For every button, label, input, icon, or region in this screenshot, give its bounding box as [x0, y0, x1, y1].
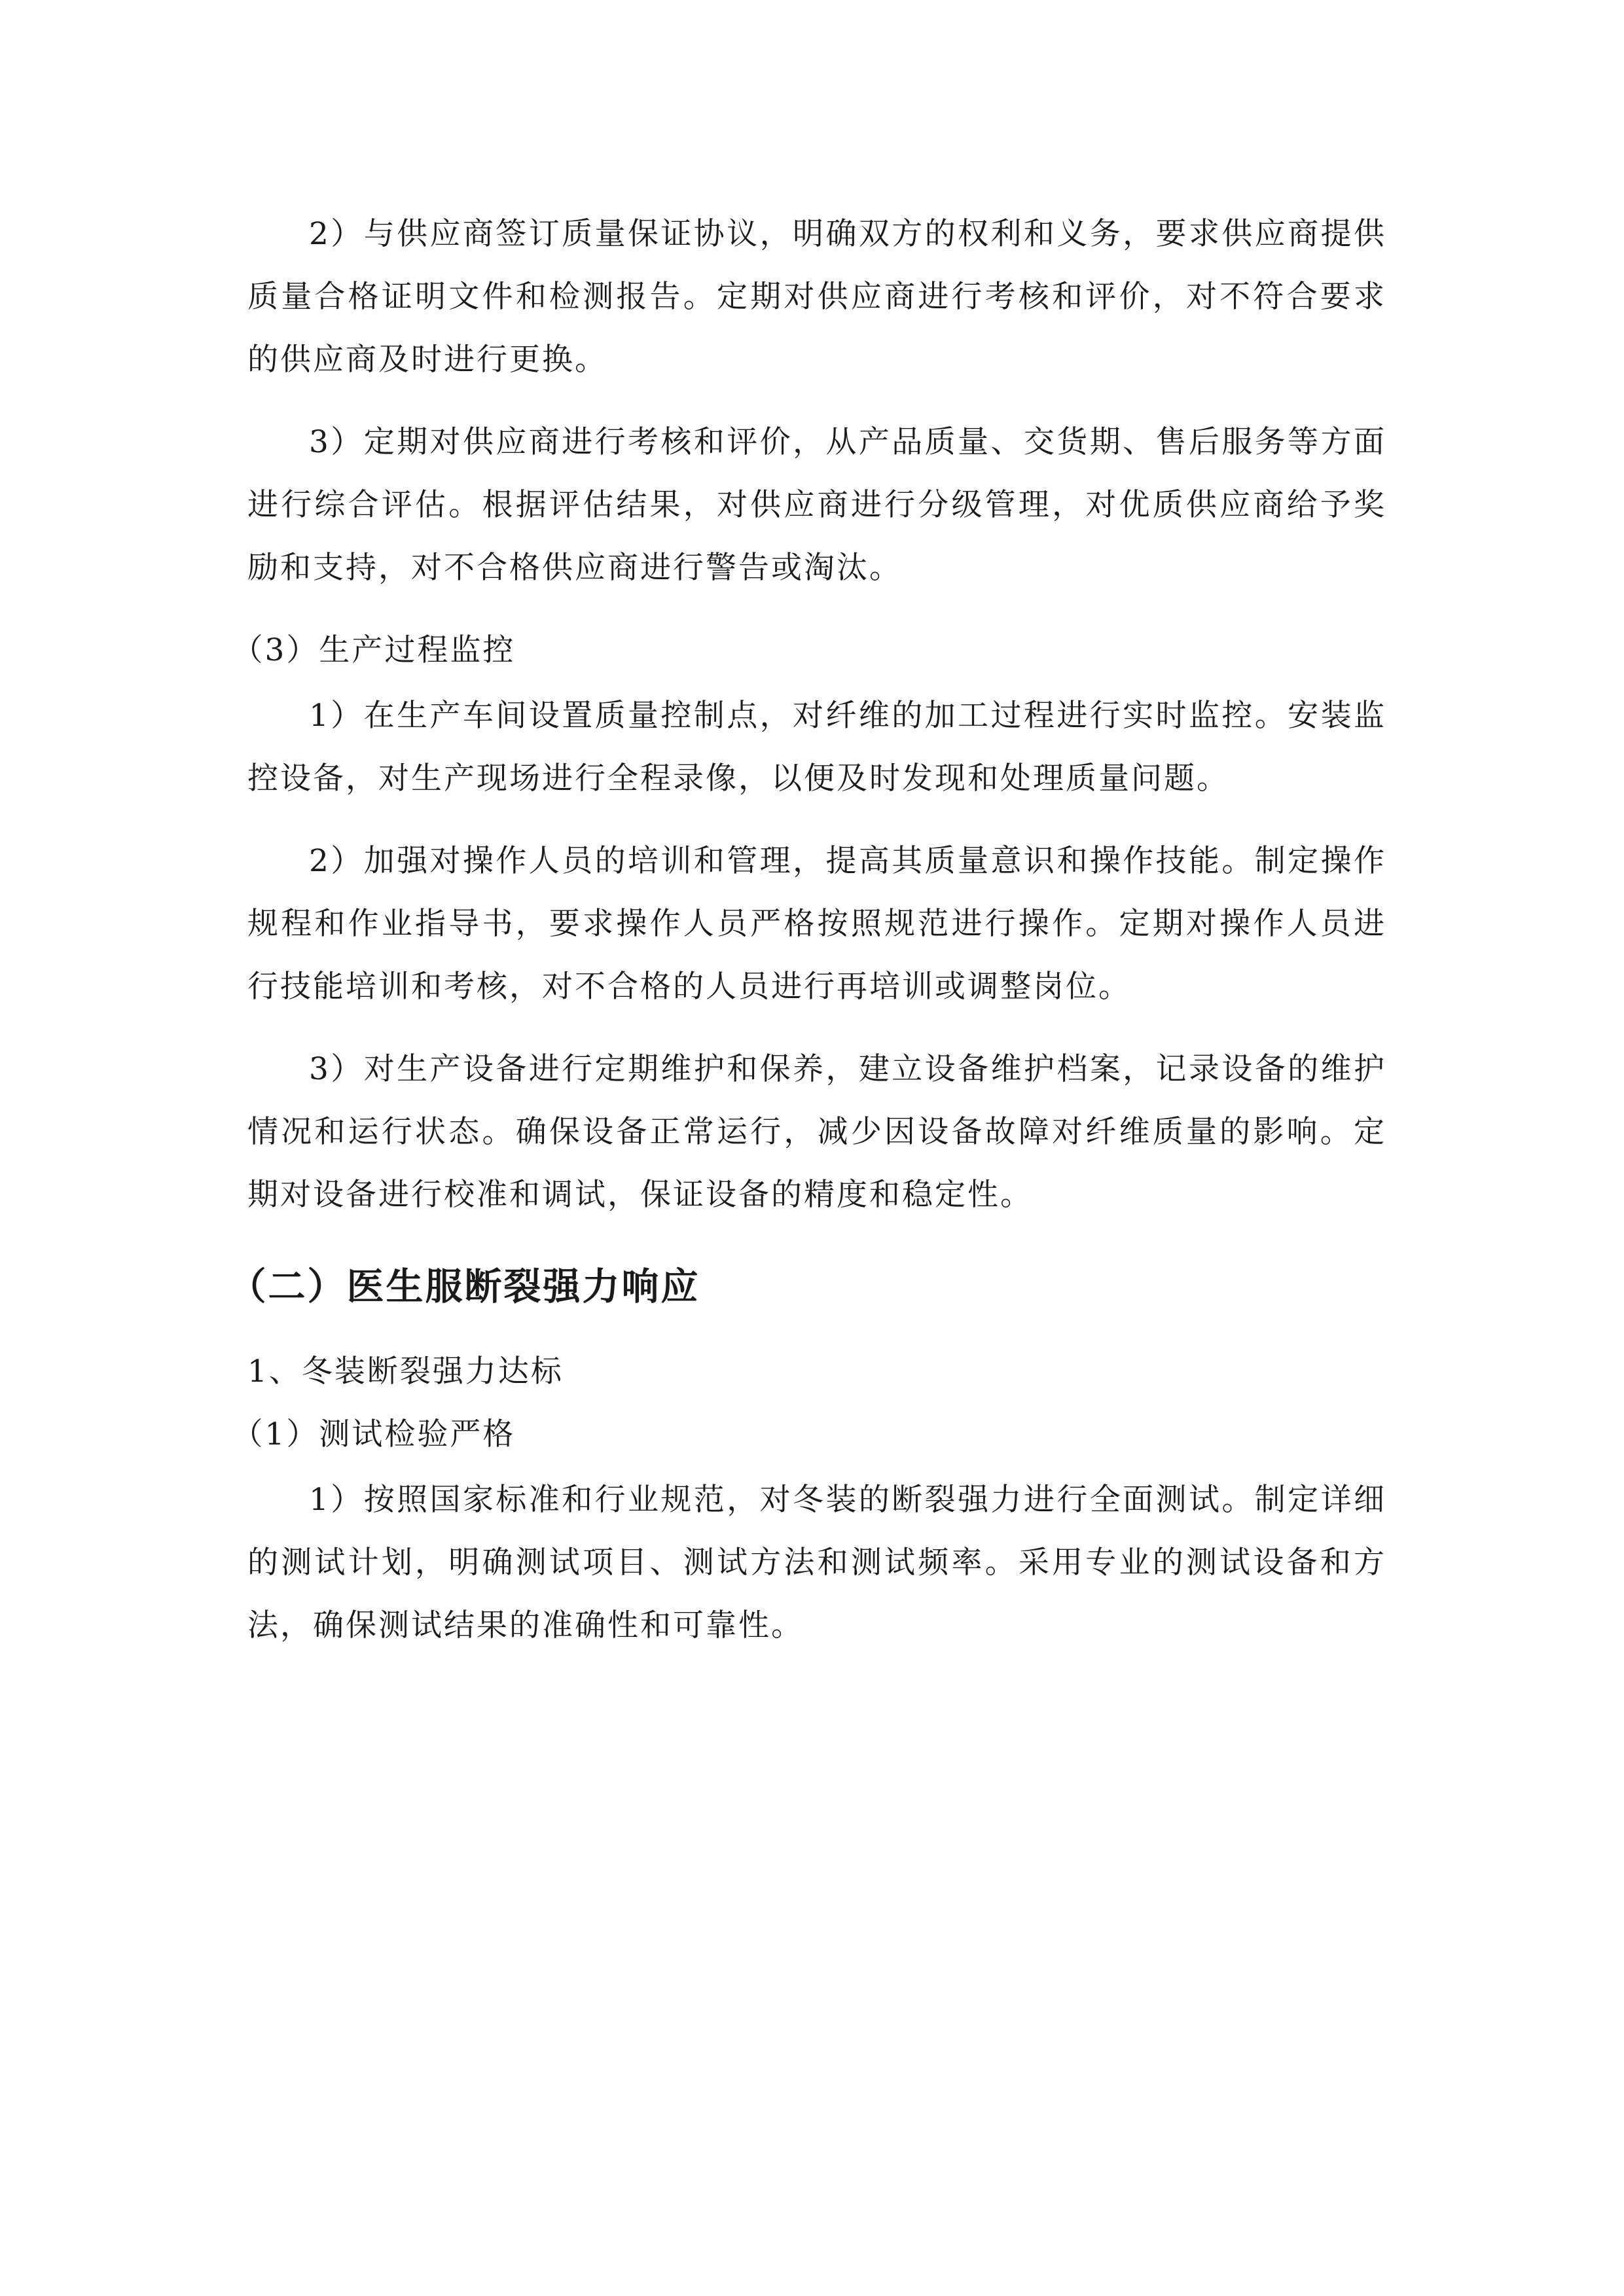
- paragraph-operator-training: 2）加强对操作人员的培训和管理，提高其质量意识和操作技能。制定操作规程和作业指导书，要求操作人员严格按照规范进行操作。定期对操作人员进行技能培训和考核，对不合格的人员进行再培训或调整岗位。: [247, 843, 1386, 1005]
- paragraph-equipment-maintenance: 3）对生产设备进行定期维护和保养，建立设备维护档案，记录设备的维护情况和运行状态。确保设备正常运行，减少因设备故障对纤维质量的影响。定期对设备进行校准和调试，保证设备的精度和稳定性。: [247, 1051, 1386, 1213]
- item-heading-winter-strength: 1、冬装断裂强力达标: [247, 1354, 564, 1390]
- subheading-testing-inspection: （1）测试检验严格: [232, 1416, 516, 1452]
- paragraph-testing-plan: 1）按照国家标准和行业规范，对冬装的断裂强力进行全面测试。制定详细的测试计划，明确测试项目、测试方法和测试频率。采用专业的测试设备和方法，确保测试结果的准确性和可靠性。: [247, 1482, 1386, 1643]
- section-heading-breaking-strength: （二）医生服断裂强力响应: [228, 1265, 700, 1308]
- paragraph-supplier-agreement: 2）与供应商签订质量保证协议，明确双方的权利和义务，要求供应商提供质量合格证明文件和检测报告。定期对供应商进行考核和评价，对不符合要求的供应商及时进行更换。: [247, 216, 1386, 378]
- paragraph-supplier-evaluation: 3）定期对供应商进行考核和评价，从产品质量、交货期、售后服务等方面进行综合评估。根据评估结果，对供应商进行分级管理，对优质供应商给予奖励和支持，对不合格供应商进行警告或淘汰。: [247, 424, 1386, 586]
- paragraph-quality-control-points: 1）在生产车间设置质量控制点，对纤维的加工过程进行实时监控。安装监控设备，对生产现场进行全程录像，以便及时发现和处理质量问题。: [247, 698, 1386, 797]
- subheading-production-monitoring: （3）生产过程监控: [232, 632, 516, 668]
- document-page: [228, 203, 1386, 1677]
